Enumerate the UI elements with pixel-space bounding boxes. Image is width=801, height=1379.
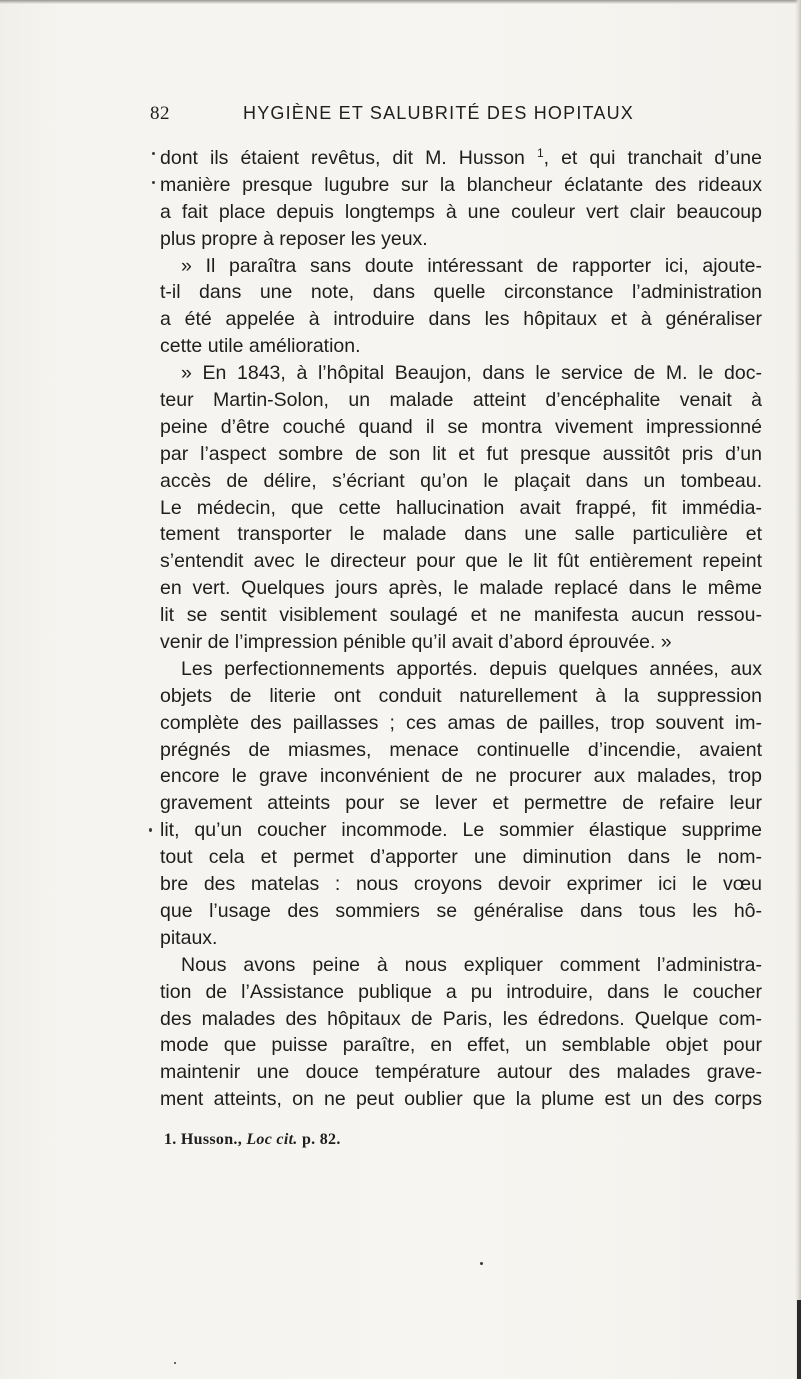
footnote-page: p. 82. <box>301 1131 341 1148</box>
footnote-author: Husson., <box>180 1131 243 1148</box>
text-line: ment atteints, on ne peut oublier que la plume est un des corps <box>160 1088 762 1111</box>
print-speck <box>174 1362 176 1364</box>
text-line: » Il paraîtra sans doute intéressant de rapporter ici, ajoute- <box>181 254 762 277</box>
text-line: que l’usage des sommiers se généralise dans tous les hô- <box>160 899 762 922</box>
text-line: mode que puisse paraître, en effet, un semblable objet pour <box>160 1034 762 1057</box>
print-speck <box>480 1262 483 1265</box>
text-line: t-il dans une note, dans quelle circonstance l’administration <box>160 281 762 304</box>
page-corner-shadow <box>797 1300 801 1379</box>
text-line: s’entendit avec le directeur pour que le lit fût entièrement repeint <box>160 550 762 573</box>
text-line: prégnés de miasmes, menace continuelle d’incendie, avaient <box>160 738 762 761</box>
text-line: plus propre à reposer les yeux. <box>160 227 428 250</box>
text-line: tion de l’Assistance publique a pu introduire, dans le coucher <box>160 980 762 1003</box>
text-line: bre des matelas : nous croyons devoir exprimer ici le vœu <box>160 873 762 896</box>
print-speck <box>149 828 152 832</box>
text-line: Les perfectionnements apportés. depuis quelques années, aux <box>181 657 762 680</box>
print-speck <box>152 181 155 184</box>
text-line: accès de délire, s’écriant qu’on le plaçait dans un tombeau. <box>160 469 762 492</box>
running-header <box>150 103 750 127</box>
text-line: en vert. Quelques jours après, le malade replacé dans le même <box>160 577 762 600</box>
text-line: venir de l’impression pénible qu’il avait d’abord éprouvée. » <box>160 631 672 654</box>
text-line: tement transporter le malade dans une salle particulière et <box>160 523 762 546</box>
text-line: a fait place depuis longtemps à une couleur vert clair beaucoup <box>160 200 762 223</box>
footnote-reference: Loc cit. <box>246 1131 298 1148</box>
page-right-edge <box>795 0 801 1379</box>
page-top-edge <box>0 0 801 4</box>
print-speck <box>152 152 155 155</box>
text-line: par l’aspect sombre de son lit et fut presque aussitôt pris d’un <box>160 442 762 465</box>
footnote-number: 1. <box>164 1131 177 1148</box>
text-line: tout cela et permet d’apporter une diminution dans le nom- <box>160 846 762 869</box>
footnote-marker: 1 <box>536 146 544 160</box>
text-line: » En 1843, à l’hôpital Beaujon, dans le service de M. le doc- <box>181 362 762 385</box>
text-line: lit se sentit visiblement soulagé et ne manifesta aucun ressou- <box>160 604 762 627</box>
text-line: cette utile amélioration. <box>160 335 361 358</box>
text-line: objets de literie ont conduit naturellement à la suppression <box>160 684 762 707</box>
text-line: pitaux. <box>160 926 218 949</box>
text-line: peine d’être couché quand il se montra vivement impressionné <box>160 415 762 438</box>
running-title: HYGIÈNE ET SALUBRITÉ DES HOPITAUX <box>243 103 635 123</box>
body-text <box>160 145 762 1113</box>
text-line: complète des paillasses ; ces amas de pailles, trop souvent im- <box>160 711 762 734</box>
text-line: a été appelée à introduire dans les hôpitaux et à généraliser <box>160 308 762 331</box>
text-line: Le médecin, que cette hallucination avait frappé, fit immédia- <box>160 496 762 519</box>
text-line: manière presque lugubre sur la blancheur éclatante des rideaux <box>160 173 762 196</box>
text-line: encore le grave inconvénient de ne procurer aux malades, trop <box>160 765 762 788</box>
text-line: gravement atteints pour se lever et permettre de refaire leur <box>160 792 762 815</box>
text-line: lit, qu’un coucher incommode. Le sommier élastique supprime <box>160 819 762 842</box>
page-number: 82 <box>150 103 170 124</box>
text-line-1: dont ils étaient revêtus, dit M. Husson $^1$, et qui tranchait d’une <box>160 146 762 169</box>
text-line: teur Martin-Solon, un malade atteint d’encéphalite venait à <box>160 389 762 412</box>
footnote <box>164 1131 341 1149</box>
text-line: maintenir une douce température autour des malades grave- <box>160 1061 762 1084</box>
text-line: des malades des hôpitaux de Paris, les édredons. Quelque com- <box>160 1007 762 1030</box>
text-line: Nous avons peine à nous expliquer comment l’administra- <box>181 953 762 976</box>
